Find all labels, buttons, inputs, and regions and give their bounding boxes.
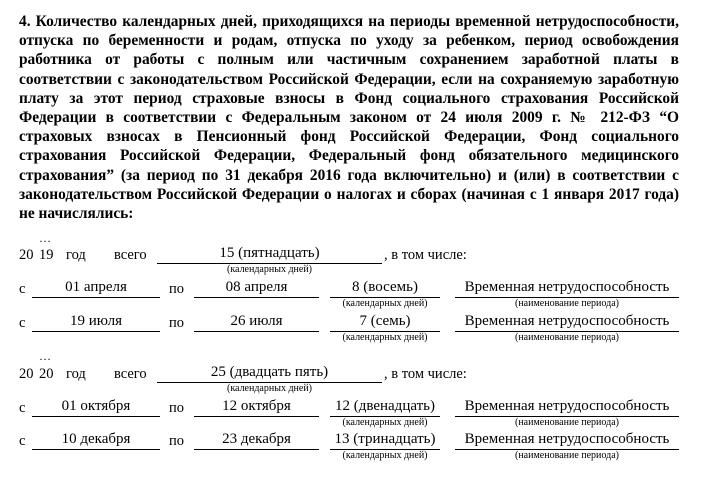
ellipsis-mark: …	[39, 349, 52, 363]
total-days-value: 15 (пятнадцать)	[157, 245, 382, 264]
period-days-value: 8 (восемь)	[330, 279, 440, 298]
year-label: год	[66, 247, 86, 263]
period-name-value: Временная нетрудоспособность	[455, 431, 679, 450]
period-name-caption: (наименование периода)	[515, 298, 619, 309]
from-label: с	[19, 433, 26, 449]
section-4-paragraph: 4. Количество календарных дней, приходящихся на периоды временной нетрудоспособности, отпуска по беременности и родам, отпуска по уходу за ребенком, период освобождения работника от работы с полным или частичным сохранением заработной платы в соответствии с законодательством Российской Федерации, если на сохраняемую заработную плату за этот период страховые взносы в Фонд социального страхования Российской Федерации в соответствии с Федеральным законом от 24 июля 2009 г. № 212-ФЗ “О страховых взносах в Пенсионный фонд Российской Федерации, Фонд социального страхования Российской Федерации, Федеральный фонд обязательного медицинского страхования” (за период по 31 декабря 2016 года включительно) и (или) в соответствии с законодательством Российской Федерации о налогах и сборах (начиная с 1 января 2017 года) не начислялись:	[19, 13, 679, 223]
period-days-value: 7 (семь)	[330, 313, 440, 332]
period-name-value: Временная нетрудоспособность	[455, 279, 679, 298]
to-label: по	[169, 433, 185, 449]
from-label: с	[19, 315, 26, 331]
total-days-value: 25 (двадцать пять)	[157, 364, 382, 383]
period-days-caption: (календарных дней)	[342, 417, 428, 428]
total-days-caption: (календарных дней)	[227, 264, 312, 275]
from-label: с	[19, 400, 26, 416]
including-label: , в том числе:	[384, 247, 467, 263]
period-end-date: 12 октября	[194, 398, 319, 417]
from-label: с	[19, 281, 26, 297]
period-name-caption: (наименование периода)	[515, 417, 619, 428]
year-century: 20	[19, 247, 34, 263]
period-name-value: Временная нетрудоспособность	[455, 313, 679, 332]
period-end-date: 26 июля	[194, 313, 319, 332]
period-start-date: 01 апреля	[32, 279, 160, 298]
period-end-date: 08 апреля	[194, 279, 319, 298]
year-value: 19	[39, 247, 54, 263]
period-name-caption: (наименование периода)	[515, 450, 619, 461]
period-days-caption: (календарных дней)	[342, 450, 428, 461]
total-label: всего	[114, 366, 147, 382]
period-name-caption: (наименование периода)	[515, 332, 619, 343]
period-start-date: 19 июля	[32, 313, 160, 332]
period-start-date: 01 октября	[32, 398, 160, 417]
to-label: по	[169, 400, 185, 416]
total-label: всего	[114, 247, 147, 263]
period-days-value: 13 (тринадцать)	[330, 431, 440, 450]
period-name-value: Временная нетрудоспособность	[455, 398, 679, 417]
total-days-caption: (календарных дней)	[227, 383, 312, 394]
year-label: год	[66, 366, 86, 382]
to-label: по	[169, 315, 185, 331]
ellipsis-mark: …	[39, 231, 52, 245]
year-century: 20	[19, 366, 34, 382]
period-start-date: 10 декабря	[32, 431, 160, 450]
period-days-caption: (календарных дней)	[342, 298, 428, 309]
year-value: 20	[39, 366, 54, 382]
to-label: по	[169, 281, 185, 297]
period-days-value: 12 (двенадцать)	[330, 398, 440, 417]
period-end-date: 23 декабря	[194, 431, 319, 450]
period-days-caption: (календарных дней)	[342, 332, 428, 343]
including-label: , в том числе:	[384, 366, 467, 382]
